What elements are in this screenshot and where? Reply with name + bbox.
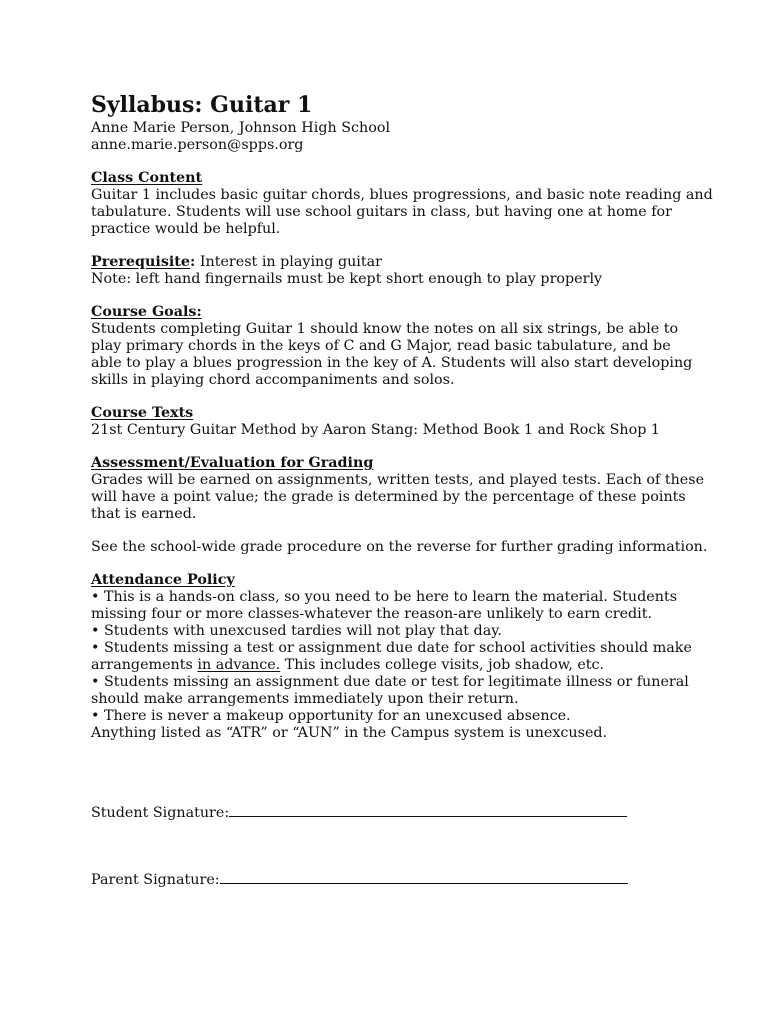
syllabus-body <box>91 92 713 742</box>
assessment-line: will have a point value; the grade is determined by the percentage of these points <box>91 489 686 505</box>
prerequisite-line <box>91 254 671 271</box>
prerequisite-note: Note: left hand fingernails must be kept short enough to play properly <box>91 271 603 287</box>
prerequisite-text: Interest in playing guitar <box>195 254 382 270</box>
page-title: Syllabus: Guitar 1 <box>91 92 313 118</box>
attendance-line: • Students with unexcused tardies will not play that day. <box>91 623 502 639</box>
teacher-line: Anne Marie Person, Johnson High School <box>91 120 391 136</box>
class-content-line: practice would be helpful. <box>91 221 281 237</box>
attendance-line: missing four or more classes-whatever the reason-are unlikely to earn credit. <box>91 606 653 622</box>
attendance-line: • This is a hands-on class, so you need to be here to learn the material. Students <box>91 589 678 605</box>
attendance-section <box>91 572 692 742</box>
assessment-line: that is earned. <box>91 506 197 522</box>
class-content-heading: Class Content <box>91 170 203 186</box>
course-goals-line: play primary chords in the keys of C and G Major, read basic tabulature, and be <box>91 338 671 354</box>
student-signature-row <box>91 804 627 822</box>
attendance-line: • Students missing a test or assignment due date for school activities should make <box>91 640 692 656</box>
class-content-line: tabulature. Students will use school guitars in class, but having one at home for <box>91 204 672 220</box>
attendance-heading: Attendance Policy <box>91 572 235 588</box>
parent-signature-row <box>91 871 628 889</box>
prerequisite-section <box>91 254 671 288</box>
assessment-section <box>91 455 708 556</box>
in-advance-emphasis: in advance. <box>197 657 281 673</box>
attendance-text: This includes college visits, job shadow, etc. <box>280 657 605 673</box>
course-goals-line: skills in playing chord accompaniments and solos. <box>91 372 455 388</box>
email-line: anne.marie.person@spps.org <box>91 137 304 153</box>
course-texts-line: 21st Century Guitar Method by Aaron Stang: Method Book 1 and Rock Shop 1 <box>91 422 660 438</box>
course-goals-line: Students completing Guitar 1 should know the notes on all six strings, be able to <box>91 321 679 337</box>
attendance-line: • Students missing an assignment due date or test for legitimate illness or funeral <box>91 674 689 690</box>
course-goals-section <box>91 304 693 389</box>
prerequisite-colon: : <box>190 254 196 270</box>
attendance-line: Anything listed as “ATR” or “AUN” in the Campus system is unexcused. <box>91 725 608 741</box>
attendance-line: should make arrangements immediately upon their return. <box>91 691 519 707</box>
assessment-note: See the school-wide grade procedure on the reverse for further grading information. <box>91 539 708 555</box>
course-goals-line: able to play a blues progression in the key of A. Students will also start developing <box>91 355 693 371</box>
attendance-line: • There is never a makeup opportunity for an unexcused absence. <box>91 708 571 724</box>
class-content-line: Guitar 1 includes basic guitar chords, blues progressions, and basic note reading and <box>91 187 713 203</box>
course-texts-section <box>91 405 671 439</box>
student-signature-label: Student Signature: <box>91 805 230 821</box>
course-texts-heading: Course Texts <box>91 405 194 421</box>
assessment-heading: Assessment/Evaluation for Grading <box>91 455 374 471</box>
course-goals-heading: Course Goals: <box>91 304 202 320</box>
assessment-line: Grades will be earned on assignments, written tests, and played tests. Each of these <box>91 472 705 488</box>
attendance-text: arrangements <box>91 657 198 673</box>
attendance-line <box>91 657 671 674</box>
student-signature-field[interactable] <box>229 804 627 817</box>
prerequisite-heading: Prerequisite <box>91 254 191 270</box>
parent-signature-field[interactable] <box>220 871 628 884</box>
class-content-section <box>91 170 713 238</box>
parent-signature-label: Parent Signature: <box>91 872 220 888</box>
